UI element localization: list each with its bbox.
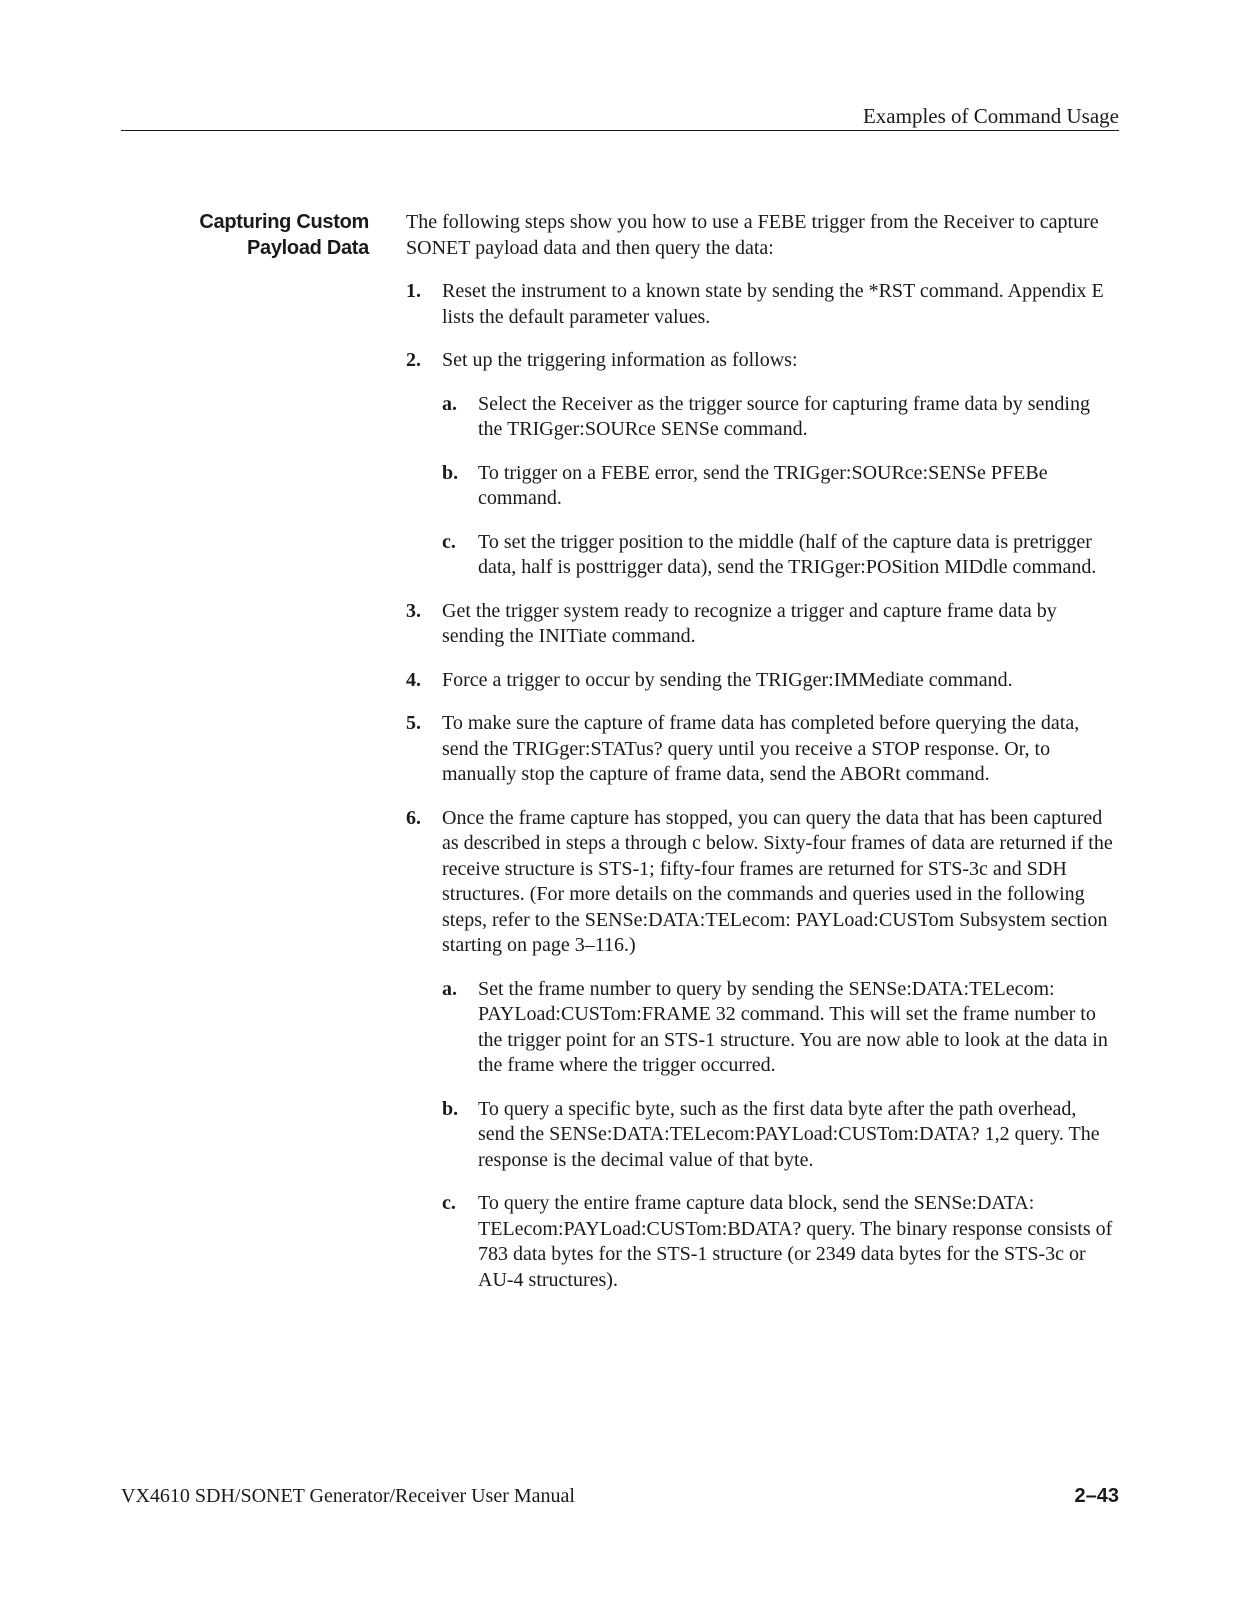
substep-6b (442, 1097, 1118, 1174)
section-heading-line2: Payload Data (246, 237, 369, 259)
step-2 (406, 348, 1118, 581)
intro-paragraph: The following steps show you how to use a FEBE trigger from the Receiver to capture SONET payload data and then query the data: (406, 211, 1099, 259)
substep-letter: c. (442, 1192, 456, 1214)
step-text: Get the trigger system ready to recognize a trigger and capture frame data by sending the INITiate command. (442, 599, 1057, 647)
step-number: 5. (406, 712, 421, 734)
substep-6a (442, 977, 1118, 1079)
step-number: 6. (406, 806, 421, 829)
substep-text: To query a specific byte, such as the first data byte after the path overhead, send the SENSe:DATA:TELecom:PAYLoad:CUSTom:DATA? 1,2 query. The response is the decimal value of that byte. (478, 1097, 1100, 1171)
step-5 (406, 711, 1118, 788)
step-text: Reset the instrument to a known state by sending the *RST command. Appendix E lists the default parameter values. (442, 280, 1104, 328)
step-4 (406, 668, 1118, 694)
substep-text: To trigger on a FEBE error, send the TRIGger:SOURce:SENSe PFEBe command. (478, 461, 1048, 509)
substep-2b (442, 461, 1118, 512)
substep-letter: a. (442, 977, 457, 1000)
substep-2c (442, 530, 1118, 581)
substep-text: Select the Receiver as the trigger source for capturing frame data by sending the TRIGger:SOURce SENSe command. (478, 392, 1090, 440)
substep-6c (442, 1191, 1118, 1293)
step-number: 3. (406, 599, 421, 622)
footer-page-number: 2–43 (1074, 1485, 1119, 1507)
substep-list (442, 392, 1118, 581)
substep-text: To query the entire frame capture data block, send the SENSe:DATA: TELecom:PAYLoad:CUSTom:BDATA? query. The binary response consists of 783 data bytes for the STS-1 structure (or 2349 data bytes for the STS-3c or AU-4 structures). (478, 1192, 1113, 1291)
section-heading-line1: Capturing Custom (199, 211, 369, 233)
running-header: Examples of Command Usage (862, 104, 1119, 128)
footer-manual-title: VX4610 SDH/SONET Generator/Receiver User Manual (121, 1485, 575, 1507)
header-rule (121, 130, 1119, 131)
section-heading (199, 209, 369, 261)
step-1 (406, 279, 1118, 330)
step-6 (406, 806, 1118, 1294)
substep-2a (442, 392, 1118, 443)
step-text: Force a trigger to occur by sending the TRIGger:IMMediate command. (442, 668, 1013, 691)
substep-letter: a. (442, 392, 457, 415)
substep-text: Set the frame number to query by sending the SENSe:DATA:TELecom: PAYLoad:CUSTom:FRAME 32 command. This will set the frame number to the trigger point for an STS-1 structure. You are now able to look at the data in the frame where the trigger occurred. (478, 977, 1108, 1076)
step-text: To make sure the capture of frame data has completed before querying the data, send the TRIGger:STATus? query until you receive a STOP response. Or, to manually stop the capture of frame data, send the ABORt command. (442, 712, 1080, 785)
substep-letter: b. (442, 1097, 459, 1120)
substep-letter: c. (442, 530, 456, 553)
step-number: 4. (406, 668, 421, 691)
body-column (406, 210, 1118, 1311)
step-text: Set up the triggering information as follows: (442, 349, 798, 371)
substep-text: To set the trigger position to the middle (half of the capture data is pretrigger data, half is posttrigger data), send the TRIGger:POSition MIDdle command. (478, 530, 1097, 578)
step-number: 2. (406, 349, 421, 371)
step-number: 1. (406, 280, 421, 302)
step-text: Once the frame capture has stopped, you can query the data that has been captured as described in steps a through c below. Sixty-four frames of data are returned if the receive structure is STS-1; fifty-four frames are returned for STS-3c and SDH structures. (For more details on the commands and queries used in the following steps, refer to the SENSe:DATA:TELecom: PAYLoad:CUSTom Subsystem section starting on page 3–116.) (442, 806, 1113, 956)
substep-letter: b. (442, 461, 459, 484)
substep-list (442, 977, 1118, 1294)
step-3 (406, 599, 1118, 650)
